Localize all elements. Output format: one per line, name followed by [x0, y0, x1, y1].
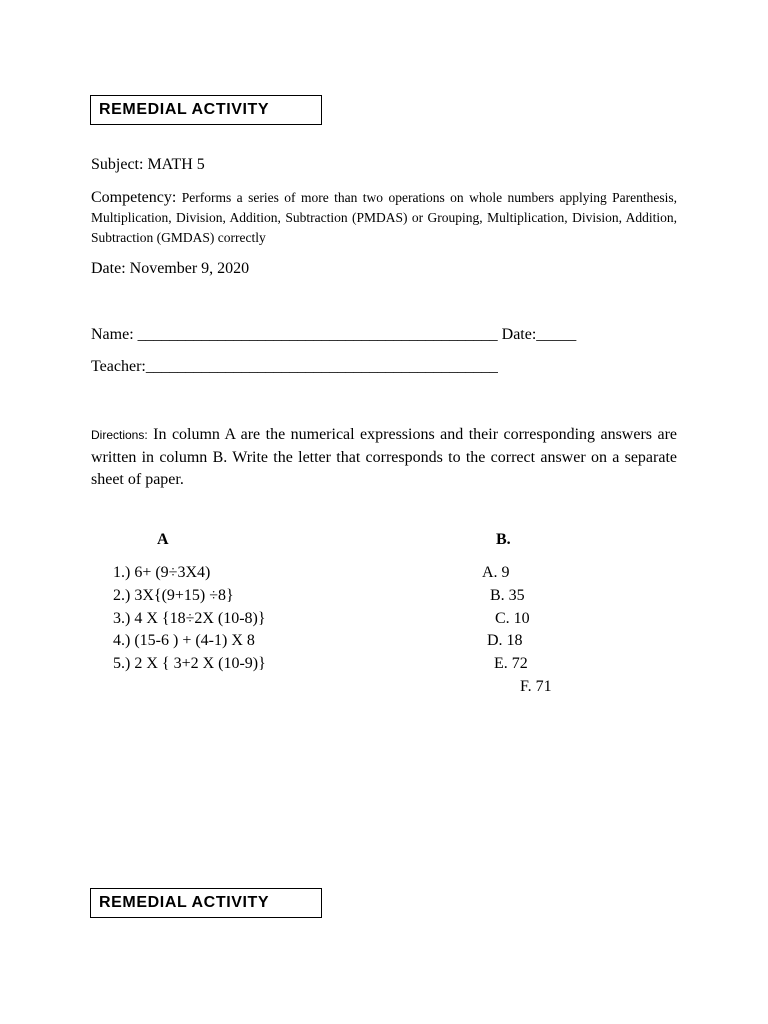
- remedial-activity-title-top: REMEDIAL ACTIVITY: [90, 95, 322, 125]
- competency-text: Performs a series of more than two operations on whole numbers applying Parenthesis, Multiplication, Division, Addition, Subtraction (PMDAS) or Grouping, Multiplication, Division, Addition, Subtraction (GMDAS) correctly: [91, 190, 677, 245]
- column-b-item-f: F. 71: [520, 678, 552, 695]
- column-b-item-e: E. 72: [494, 655, 528, 672]
- column-a-item-5: 5.) 2 X { 3+2 X (10-9)}: [113, 655, 266, 672]
- directions-paragraph: [91, 424, 677, 492]
- column-a-item-4: 4.) (15-6 ) + (4-1) X 8: [113, 632, 255, 649]
- date-line: Date: November 9, 2020: [91, 260, 250, 277]
- column-a-header: A: [157, 531, 169, 548]
- column-a-item-1: 1.) 6+ (9÷3X4): [113, 564, 211, 581]
- column-a-item-2: 2.) 3X{(9+15) ÷8}: [113, 587, 234, 604]
- column-b-item-b: B. 35: [490, 587, 525, 604]
- name-field-line: Name: _____________________________________________ Date:_____: [91, 326, 577, 343]
- competency-label: Competency:: [91, 189, 177, 206]
- column-b-item-a: A. 9: [482, 564, 510, 581]
- directions-label: Directions:: [91, 428, 148, 442]
- column-a-item-3: 3.) 4 X {18÷2X (10-8)}: [113, 610, 266, 627]
- directions-text: In column A are the numerical expressions and their corresponding answers are written in column B. Write the letter that corresponds to the correct answer on a separate sheet of paper.: [91, 426, 678, 488]
- teacher-field-line: Teacher:____________________________________________: [91, 358, 498, 375]
- column-b-item-c: C. 10: [495, 610, 530, 627]
- subject-line: Subject: MATH 5: [91, 156, 205, 173]
- column-b-header: B.: [496, 531, 511, 548]
- competency-paragraph: [91, 188, 677, 248]
- remedial-activity-title-bottom: REMEDIAL ACTIVITY: [90, 888, 322, 918]
- column-b-item-d: D. 18: [487, 632, 523, 649]
